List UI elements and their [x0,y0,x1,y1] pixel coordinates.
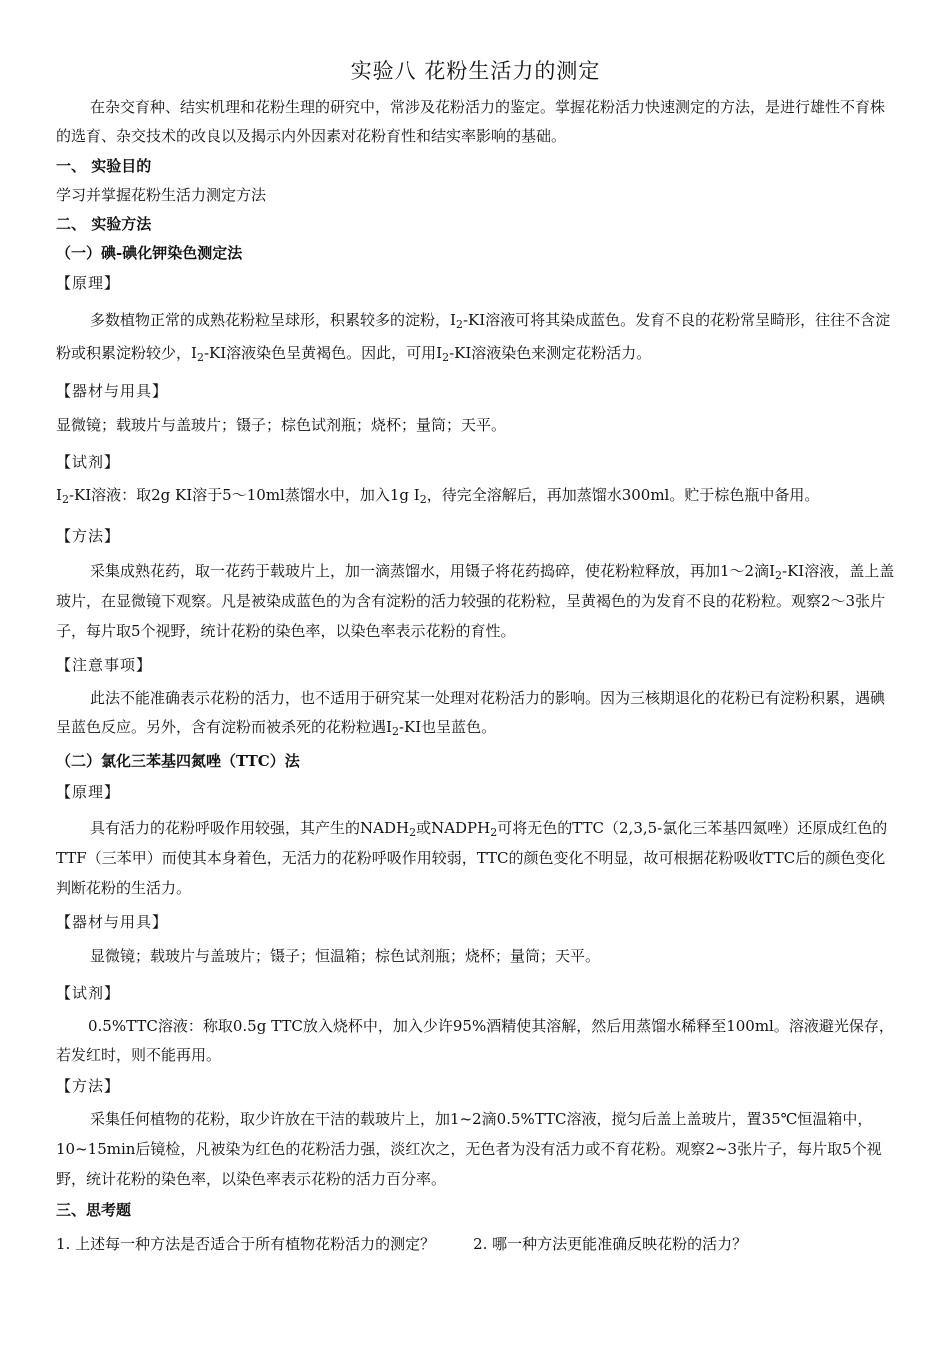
method-1-heading: （一）碘-碘化钾染色测定法 [56,244,243,262]
m1-principle-text-a: 多数植物正常的成熟花粉粒呈球形，积累较多的淀粉，I [90,311,456,329]
section-1-text: 学习并掌握花粉生活力测定方法 [56,186,267,204]
m2-principle-text-a: 具有活力的花粉呼吸作用较强，其产生的NADH [90,819,410,837]
questions-row [56,1230,898,1259]
m1-method-label: 【方法】 [56,527,121,545]
m1-reagent-text-b: -KI溶液：取2g KI溶于5～10ml蒸馏水中，加入1g I [68,486,420,504]
m2-principle-label: 【原理】 [56,783,121,801]
m1-reagent-label: 【试剂】 [56,453,121,471]
m1-method-text-a: 采集成熟花药，取一花药于载玻片上，加一滴蒸馏水，用镊子将花药捣碎，使花粉粒释放，再加1～2滴I [90,562,776,580]
m1-materials-text: 显微镜；载玻片与盖玻片；镊子；棕色试剂瓶；烧杯；量筒；天平。 [56,416,507,434]
m2-reagent-text: 0.5%TTC溶液：称取0.5g TTC放入烧杯中，加入少许95%酒精使其溶解，然后用蒸馏水稀释至100ml。溶液避光保存，若发红时，则不能再用。 [56,1017,894,1064]
subscript: 2 [61,493,69,506]
m2-method-text: 采集任何植物的花粉，取少许放在干洁的载玻片上，加1~2滴0.5%TTC溶液，搅匀后盖上盖玻片，置35℃恒温箱中，10~15min后镜检，凡被染为红色的花粉活力强，淡红次之，无色者为没有活力或不育花粉。观察2~3张片子，每片取5个视野，统计花粉的染色率，以染色率表示花粉的活力百分率。 [56,1110,882,1188]
subscript: 2 [442,351,450,364]
subscript: 2 [409,826,417,839]
m1-method-paragraph [56,556,898,646]
subscript: 2 [419,493,427,506]
section-2-heading: 二、 实验方法 [56,215,152,233]
m2-materials-label: 【器材与用具】 [56,913,169,931]
m1-reagent-paragraph [56,481,898,510]
m2-principle-text-c: 可将无色的TTC（2,3,5-氯化三苯基四氮唑）还原成红色的TTF（三苯甲）而使其本身着色，无活力的花粉呼吸作用较弱，TTC的颜色变化不明显，故可根据花粉吸收TTC后的颜色变化判断花粉的生活力。 [56,819,888,897]
method-2-heading: （二）氯化三苯基四氮唑（TTC）法 [56,752,300,770]
subscript: 2 [775,569,783,582]
m1-principle-text-d: -KI溶液染色来测定花粉活力。 [449,344,652,362]
m1-materials-label: 【器材与用具】 [56,382,169,400]
m1-principle-text-b: -KI溶液可将其染成蓝色。发育不良的花粉常呈畸形，往往不含淀粉或积累淀粉较少，I [56,311,891,362]
m1-notes-text-b: -KI也呈蓝色。 [398,718,497,736]
m1-principle-label: 【原理】 [56,274,121,292]
m2-method-label: 【方法】 [56,1077,121,1095]
m1-principle-paragraph [56,304,898,370]
m1-method-text-b: -KI溶液，盖上盖玻片，在显微镜下观察。凡是被染成蓝色的为含有淀粉的活力较强的花粉粒，呈黄褐色的为发育不良的花粉粒。观察2～3张片子，每片取5个视野，统计花粉的染色率，以染色率表示花粉的育性。 [56,562,895,640]
subscript: 2 [391,725,399,738]
subscript: 2 [455,318,463,331]
m1-notes-text-a: 此法不能准确表示花粉的活力，也不适用于研究某一处理对花粉活力的影响。因为三核期退化的花粉已有淀粉积累，遇碘呈蓝色反应。另外，含有淀粉而被杀死的花粉粒遇I [56,689,886,736]
subscript: 2 [196,351,204,364]
m2-materials-text: 显微镜；载玻片与盖玻片；镊子；恒温箱；棕色试剂瓶；烧杯；量筒；天平。 [90,947,601,965]
m1-principle-text-c: -KI溶液染色呈黄褐色。因此，可用I [203,344,443,362]
m2-principle-text-b: 或NADPH [416,819,491,837]
section-1-heading: 一、 实验目的 [56,157,152,175]
m1-reagent-text-c: ，待完全溶解后，再加蒸馏水300ml。贮于棕色瓶中备用。 [426,486,820,504]
m1-reagent-text-a: I [56,486,62,504]
section-3-heading: 三、思考题 [56,1201,132,1219]
page-title: 实验八 花粉生活力的测定 [350,59,601,83]
subscript: 2 [490,826,498,839]
m1-notes-paragraph [56,684,898,742]
question-2: 2. 哪一种方法更能准确反映花粉的活力？ [473,1235,748,1253]
m2-reagent-label: 【试剂】 [56,984,121,1002]
intro-paragraph: 在杂交育种、结实机理和花粉生理的研究中，常涉及花粉活力的鉴定。掌握花粉活力快速测定的方法，是进行雄性不育株的选育、杂交技术的改良以及揭示内外因素对花粉育性和结实率影响的基础。 [56,98,886,145]
question-1: 1. 上述每一种方法是否适合于所有植物花粉活力的测定？ [56,1235,436,1253]
m1-notes-label: 【注意事项】 [56,656,153,674]
m2-principle-paragraph [56,813,898,903]
